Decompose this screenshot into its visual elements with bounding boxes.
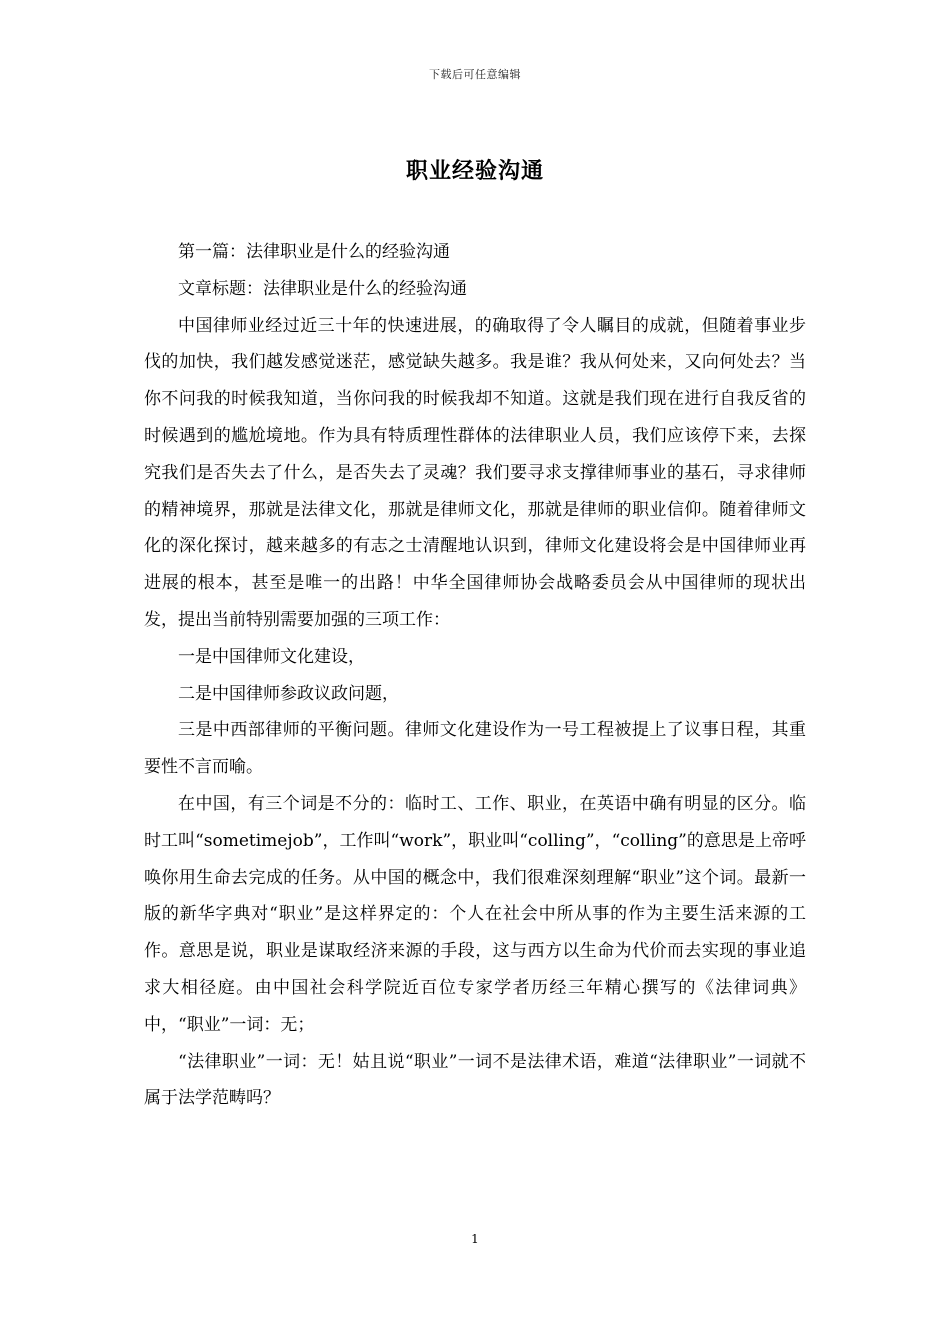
paragraph: 二是中国律师参政议政问题， [178,683,399,704]
page-number: 1 [471,1232,479,1246]
document-title: 职业经验沟通 [405,159,544,184]
document-body [144,234,806,1117]
paragraph: “法律职业”一词：无！姑且说“职业”一词不是法律术语，难道“法律职业”一词就不属于法学范畴吗？ [144,1051,806,1109]
paragraph: 中国律师业经过近三十年的快速进展，的确取得了令人瞩目的成就，但随着事业步伐的加快，我们越发感觉迷茫，感觉缺失越多。我是谁？我从何处来，又向何处去？当你不问我的时候我知道，当你问我的时候我却不知道。这就是我们现在进行自我反省的时候遇到的尴尬境地。作为具有特质理性群体的法律职业人员，我们应该停下来，去探究我们是否失去了什么，是否失去了灵魂？我们要寻求支撑律师事业的基石，寻求律师的精神境界，那就是法律文化，那就是律师文化，那就是律师的职业信仰。随着律师文化的深化探讨，越来越多的有志之士清醒地认识到，律师文化建设将会是中国律师业再进展的根本，甚至是唯一的出路！中华全国律师协会战略委员会从中国律师的现状出发，提出当前特别需要加强的三项工作： [144,315,806,630]
paragraph: 三是中西部律师的平衡问题。律师文化建设作为一号工程被提上了议事日程，其重要性不言而喻。 [144,720,806,778]
paragraph: 一是中国律师文化建设， [178,646,365,667]
paragraph: 在中国，有三个词是不分的：临时工、工作、职业，在英语中确有明显的区分。临时工叫“sometimejob”，工作叫“work”，职业叫“colling”，“colling”的意思是上帝呼唤你用生命去完成的任务。从中国的概念中，我们很难深刻理解“职业”这个词。最新一版的新华字典对“职业”是这样界定的：个人在社会中所从事的作为主要生活来源的工作。意思是说，职业是谋取经济来源的手段，这与西方以生命为代价而去实现的事业追求大相径庭。由中国社会科学院近百位专家学者历经三年精心撰写的《法律词典》中，“职业”一词：无； [144,793,806,1035]
paragraph: 文章标题：法律职业是什么的经验沟通 [178,278,467,299]
header-note: 下载后可任意编辑 [429,68,521,81]
paragraph: 第一篇：法律职业是什么的经验沟通 [178,242,450,262]
